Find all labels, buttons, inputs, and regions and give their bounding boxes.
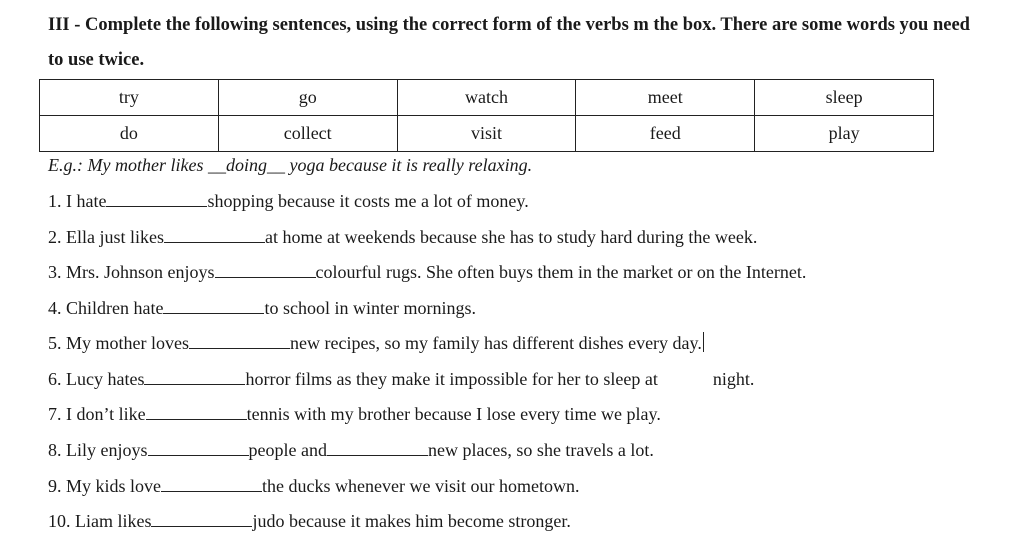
- answer-blank[interactable]: [106, 189, 207, 207]
- sentence-start: 4. Children hate: [48, 298, 164, 318]
- sentence-start: 3. Mrs. Johnson enjoys: [48, 262, 215, 282]
- sentence-3: [48, 260, 806, 284]
- answer-blank[interactable]: [327, 438, 428, 456]
- sentence-end: colourful rugs. She often buys them in the market or on the Internet.: [315, 262, 807, 282]
- sentence-end: shopping because it costs me a lot of money.: [207, 191, 529, 211]
- sentence-end: judo because it makes him become stronger.: [252, 511, 571, 531]
- answer-blank[interactable]: [189, 331, 290, 349]
- sentence-10: [48, 509, 571, 533]
- sentence-end: to school in winter mornings.: [264, 298, 476, 318]
- sentence-middle: people and: [248, 440, 327, 460]
- sentence-8: [48, 438, 654, 462]
- word-box-table: [39, 79, 934, 152]
- answer-blank[interactable]: [215, 260, 316, 278]
- sentence-end: new recipes, so my family has different dishes every day.: [290, 333, 702, 353]
- sentence-1: [48, 189, 529, 213]
- word-cell: try: [40, 80, 219, 116]
- sentence-tail: night.: [712, 369, 755, 389]
- word-cell: collect: [218, 116, 397, 152]
- word-cell: do: [40, 116, 219, 152]
- word-cell: meet: [576, 80, 755, 116]
- sentence-start: 7. I don’t like: [48, 404, 146, 424]
- sentence-start: 8. Lily enjoys: [48, 440, 148, 460]
- word-cell: go: [218, 80, 397, 116]
- sentence-end: tennis with my brother because I lose every time we play.: [246, 404, 661, 424]
- sentence-4: [48, 296, 476, 320]
- word-cell: sleep: [755, 80, 934, 116]
- answer-blank[interactable]: [164, 225, 265, 243]
- sentence-end: horror films as they make it impossible for her to sleep at: [245, 369, 658, 389]
- answer-blank[interactable]: [148, 438, 249, 456]
- sentence-end: the ducks whenever we visit our hometown.: [262, 476, 580, 496]
- example-sentence: [48, 152, 532, 178]
- exercise-title: III - Complete the following sentences, using the correct form of the verbs m the box. There are some words you need to use twice.: [48, 15, 970, 70]
- sentence-start: 2. Ella just likes: [48, 227, 164, 247]
- sentence-6: [48, 367, 754, 391]
- sentence-end: new places, so she travels a lot.: [427, 440, 654, 460]
- sentence-start: 10. Liam likes: [48, 511, 152, 531]
- answer-blank[interactable]: [161, 474, 262, 492]
- word-cell: visit: [397, 116, 576, 152]
- word-cell: play: [755, 116, 934, 152]
- word-box-row: [40, 80, 934, 116]
- word-cell: feed: [576, 116, 755, 152]
- example-text-after: yoga because it is really relaxing.: [284, 155, 533, 175]
- sentence-start: 5. My mother loves: [48, 333, 189, 353]
- sentence-end: at home at weekends because she has to study hard during the week.: [265, 227, 758, 247]
- sentence-5: [48, 331, 704, 355]
- text-cursor: [703, 332, 704, 352]
- example-answer: __doing__: [207, 155, 285, 175]
- sentence-start: 1. I hate: [48, 191, 107, 211]
- word-cell: watch: [397, 80, 576, 116]
- answer-blank[interactable]: [163, 296, 264, 314]
- sentence-7: [48, 402, 661, 426]
- example-text-before: E.g.: My mother likes: [48, 155, 208, 175]
- sentence-9: [48, 474, 579, 498]
- word-box-row: [40, 116, 934, 152]
- sentence-start: 9. My kids love: [48, 476, 162, 496]
- answer-blank[interactable]: [146, 402, 247, 420]
- answer-blank[interactable]: [144, 367, 245, 385]
- sentence-start: 6. Lucy hates: [48, 369, 145, 389]
- sentence-2: [48, 225, 757, 249]
- answer-blank[interactable]: [151, 509, 252, 527]
